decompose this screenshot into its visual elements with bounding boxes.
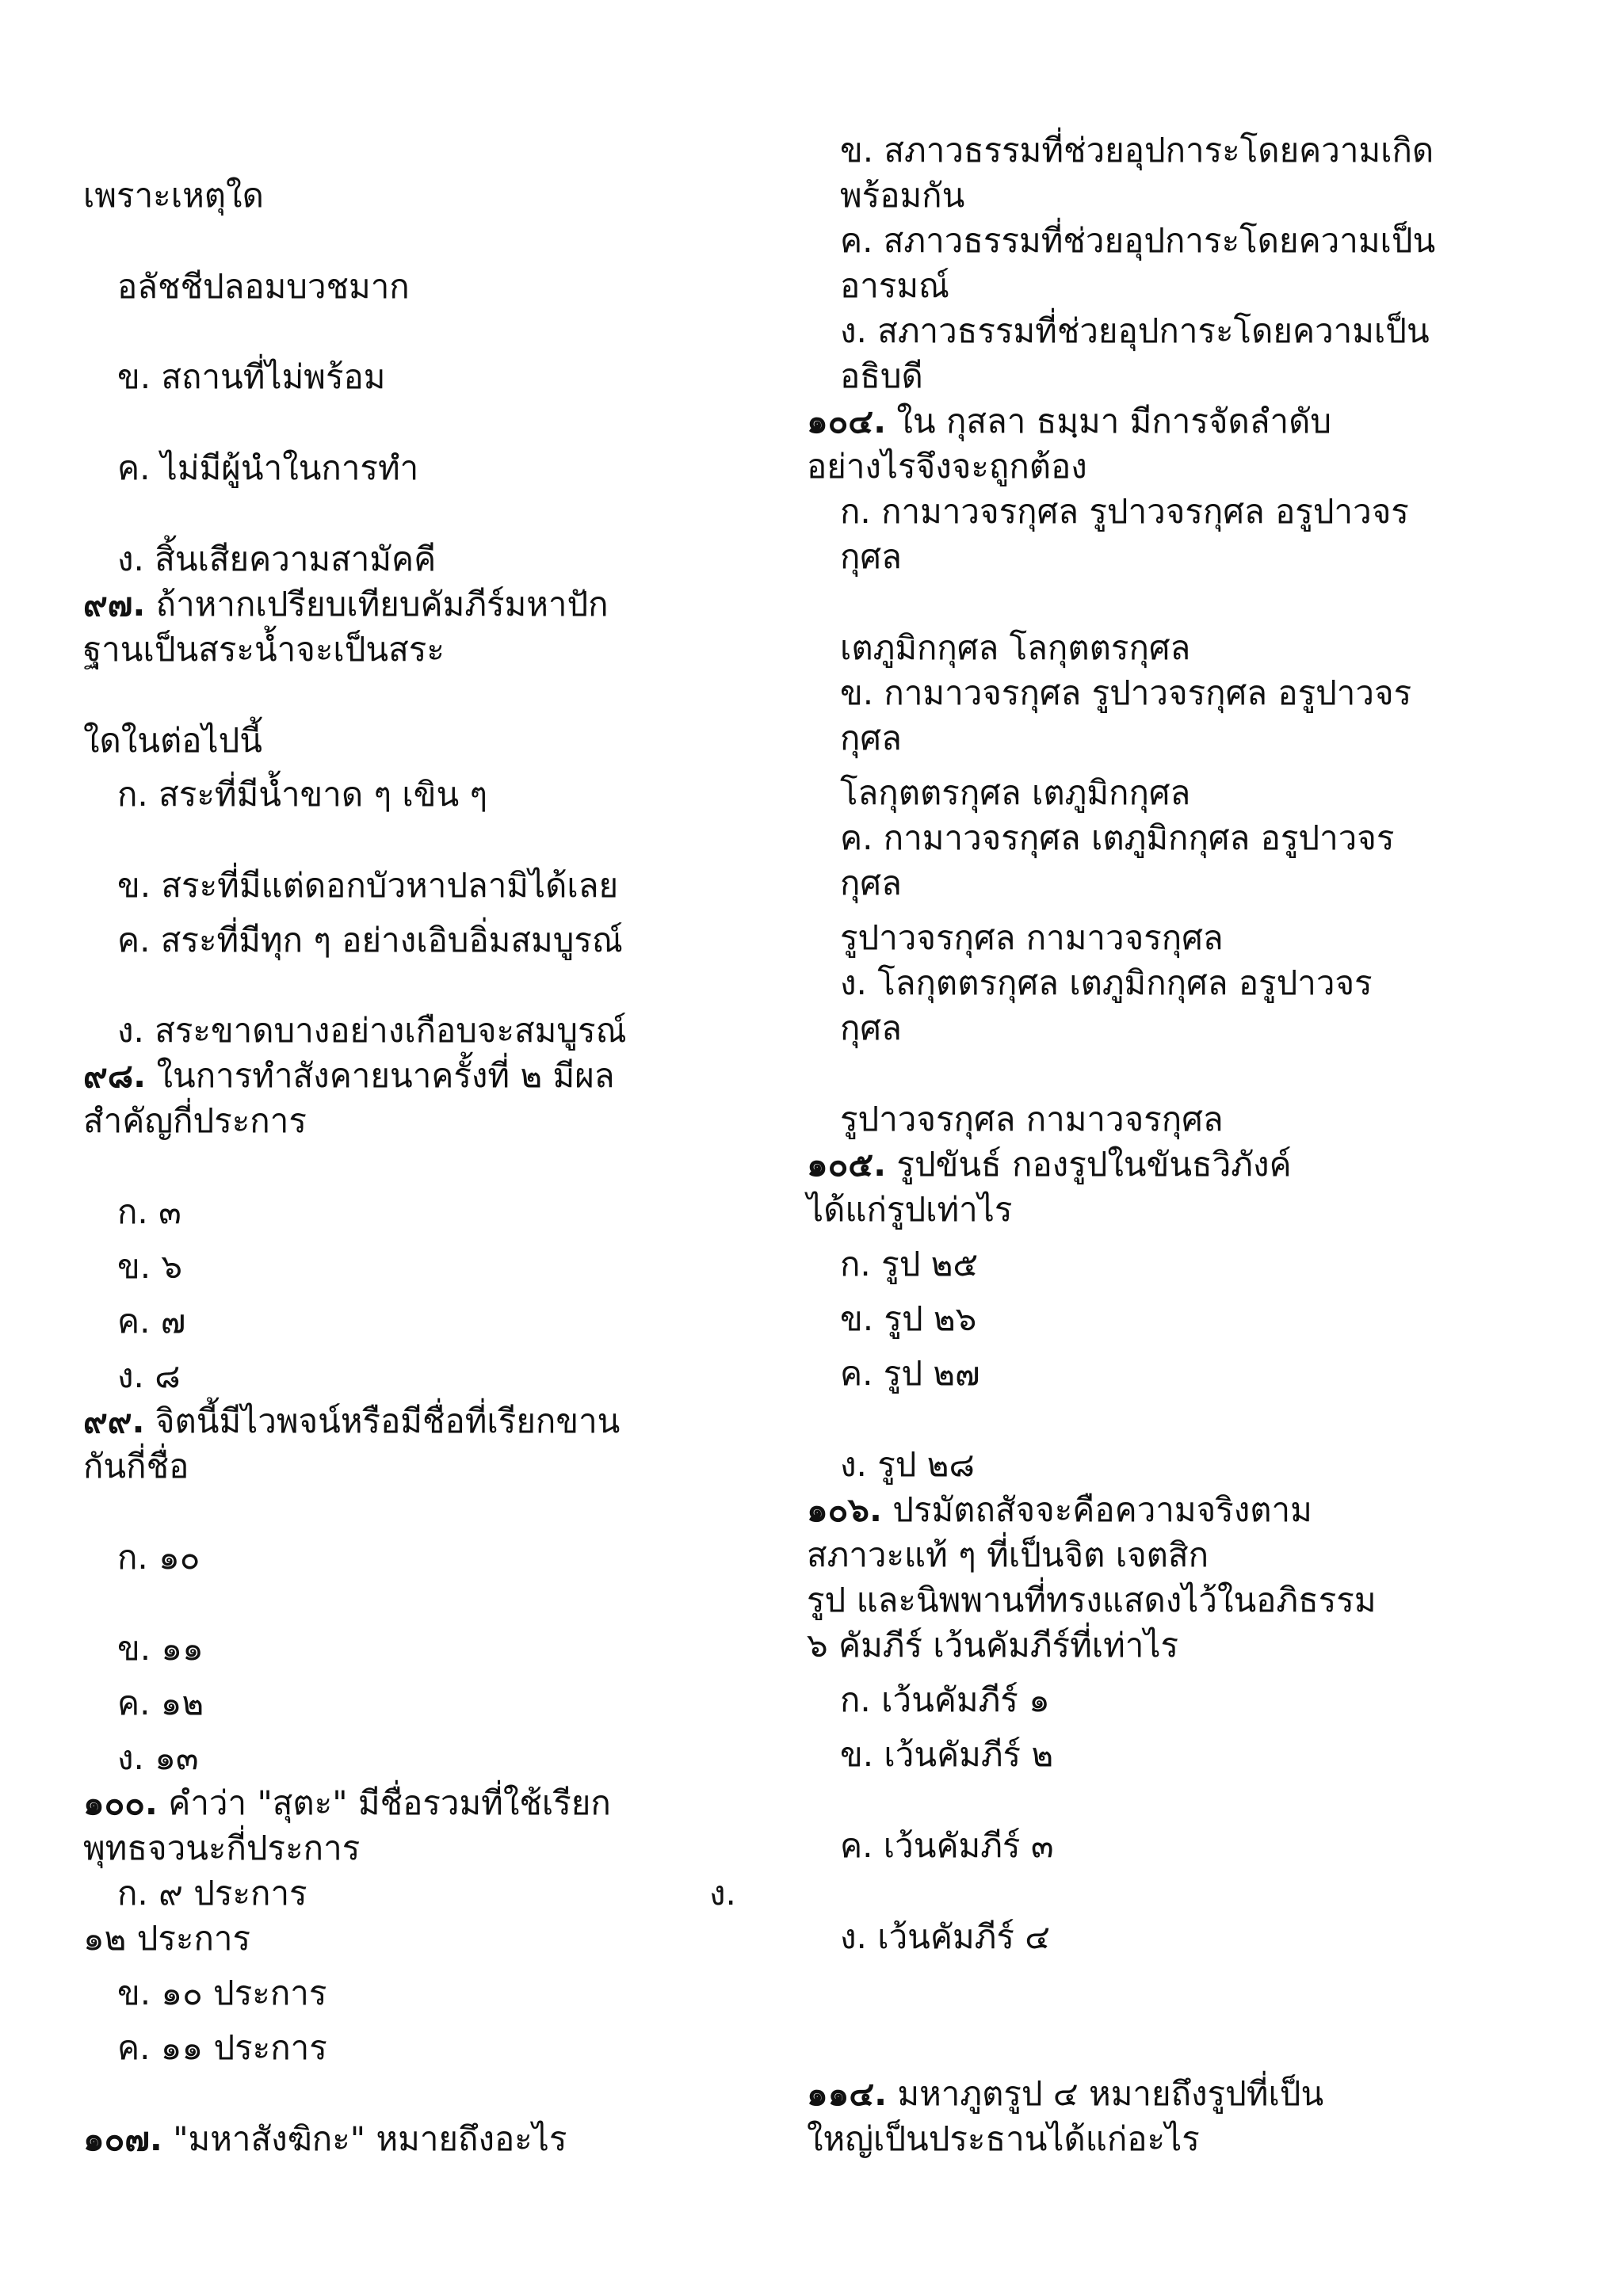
- option-line: ง. ๘: [117, 1356, 181, 1395]
- option-line: ข. ๑๑: [117, 1629, 204, 1668]
- option-line: ข. ๖: [117, 1247, 183, 1286]
- option-line: อลัชชีปลอมบวชมาก: [117, 267, 410, 306]
- option-line: ค. ๑๑ ประการ: [117, 2028, 327, 2067]
- option-line: กุศล: [840, 864, 902, 902]
- question-105: [807, 1145, 1292, 1184]
- option-line: ค. รูป ๒๗: [840, 1354, 980, 1393]
- option-line: ก. ๙ ประการ: [117, 1874, 307, 1913]
- text-line: เพราะเหตุใด: [83, 176, 264, 215]
- question-100: [83, 1783, 611, 1823]
- option-line: ข. ๑๐ ประการ: [117, 1974, 327, 2012]
- option-line: ก. ๓: [117, 1192, 181, 1231]
- option-line: โลกุตตรกุศล เตภูมิกกุศล: [840, 773, 1191, 812]
- question-number: ๙๘.: [83, 1056, 147, 1095]
- question-text: ๖ คัมภีร์ เว้นคัมภีร์ที่เท่าไร: [807, 1626, 1179, 1665]
- option-line: ก. รูป ๒๕: [840, 1245, 979, 1283]
- option-line: กุศล: [840, 537, 902, 576]
- option-line: ค. สระที่มีทุก ๆ อย่างเอิบอิ่มสมบูรณ์: [117, 921, 623, 959]
- option-line: ค. ๑๒: [117, 1684, 204, 1722]
- option-line: ค. ๗: [117, 1302, 186, 1341]
- question-text: ฐานเป็นสระน้ำจะเป็นสระ: [83, 630, 445, 669]
- option-line: ค. สภาวธรรมที่ช่วยอุปการะโดยความเป็น: [840, 221, 1436, 260]
- question-number: ๑๐๕.: [807, 1145, 887, 1184]
- option-line: ง. สระขาดบางอย่างเกือบจะสมบูรณ์: [117, 1011, 627, 1050]
- option-line: ง. โลกุตตรกุศล เตภูมิกกุศล อรูปาวจร: [840, 963, 1373, 1002]
- option-line: กุศล: [840, 719, 902, 757]
- question-99: [83, 1402, 620, 1441]
- question-text: สำคัญกี่ประการ: [83, 1101, 307, 1140]
- question-number: ๑๐๐.: [83, 1783, 158, 1822]
- question-text: ใหญ่เป็นประธานได้แก่อะไร: [807, 2119, 1200, 2158]
- option-line: ง. ๑๓: [117, 1738, 199, 1777]
- option-line: ข. เว้นคัมภีร์ ๒: [840, 1735, 1054, 1774]
- question-text: "มหาสังฆิกะ" หมายถึงอะไร: [173, 2119, 567, 2158]
- option-line: พร้อมกัน: [840, 176, 965, 215]
- option-line: ข. สระที่มีแต่ดอกบัวหาปลามิได้เลย: [117, 866, 619, 905]
- option-line: กุศล: [840, 1009, 902, 1047]
- option-line: ก. เว้นคัมภีร์ ๑: [840, 1680, 1050, 1719]
- question-97: [83, 585, 609, 624]
- question-text: พุทธจวนะกี่ประการ: [83, 1829, 361, 1867]
- option-line: ง. รูป ๒๘: [840, 1445, 975, 1484]
- option-line: ข. สภาวธรรมที่ช่วยอุปการะโดยความเกิด: [840, 131, 1434, 170]
- question-text: กันกี่ชื่อ: [83, 1447, 189, 1486]
- option-line: เตภูมิกกุศล โลกุตตรกุศล: [840, 628, 1191, 667]
- question-text: สภาวะแท้ ๆ ที่เป็นจิต เจตสิก: [807, 1535, 1209, 1574]
- question-number: ๑๐๖.: [807, 1490, 882, 1529]
- question-text: จิตนี้มีไวพจน์หรือมีชื่อที่เรียกขาน: [155, 1402, 621, 1440]
- option-line: ๑๒ ประการ: [83, 1919, 251, 1958]
- question-number: ๑๑๔.: [807, 2074, 888, 2113]
- question-text: ถ้าหากเปรียบเทียบคัมภีร์มหาปัก: [155, 585, 609, 624]
- option-line: ง. เว้นคัมภีร์ ๔: [840, 1917, 1051, 1956]
- question-text: ปรมัตถสัจจะคือความจริงตาม: [892, 1490, 1312, 1529]
- option-line: ข. รูป ๒๖: [840, 1299, 977, 1338]
- option-line: ค. ไม่มีผู้นำในการทำ: [117, 448, 419, 487]
- option-line: อารมณ์: [840, 266, 950, 305]
- question-text: รูปขันธ์ กองรูปในขันธวิภังค์: [896, 1145, 1292, 1184]
- question-104: [807, 402, 1331, 441]
- option-line: รูปาวจรกุศล กามาวจรกุศล: [840, 918, 1224, 957]
- option-line: ค. กามาวจรกุศล เตภูมิกกุศล อรูปาวจร: [840, 818, 1395, 857]
- option-line: ข. กามาวจรกุศล รูปาวจรกุศล อรูปาวจร: [840, 673, 1412, 712]
- question-text: มหาภูตรูป ๔ หมายถึงรูปที่เป็น: [897, 2074, 1324, 2113]
- question-number: ๑๐๔.: [807, 402, 887, 441]
- option-line: ข. สถานที่ไม่พร้อม: [117, 357, 386, 396]
- option-line: ง. สิ้นเสียความสามัคคี: [117, 540, 437, 578]
- option-line: อธิบดี: [840, 357, 923, 395]
- question-98: [83, 1056, 615, 1096]
- question-text: ได้แก่รูปเท่าไร: [807, 1190, 1013, 1229]
- question-text: ใดในต่อไปนี้: [83, 721, 262, 760]
- question-106: [807, 1490, 1312, 1530]
- question-114: [807, 2074, 1323, 2114]
- option-label: ง.: [709, 1874, 736, 1913]
- question-text: อย่างไรจึงจะถูกต้อง: [807, 447, 1087, 486]
- question-text: ในการทำสังคายนาครั้งที่ ๒ มีผล: [156, 1056, 615, 1095]
- question-text: รูป และนิพพานที่ทรงแสดงไว้ในอภิธรรม: [807, 1581, 1377, 1619]
- option-line: ค. เว้นคัมภีร์ ๓: [840, 1826, 1054, 1865]
- option-line: ก. สระที่มีน้ำขาด ๆ เขิน ๆ: [117, 775, 488, 814]
- option-line: รูปาวจรกุศล กามาวจรกุศล: [840, 1100, 1224, 1138]
- question-text: คำว่า "สุตะ" มีชื่อรวมที่ใช้เรียก: [168, 1783, 611, 1822]
- option-line: ก. ๑๐: [117, 1538, 200, 1577]
- question-number: ๑๐๗.: [83, 2119, 162, 2158]
- option-line: ก. กามาวจรกุศล รูปาวจรกุศล อรูปาวจร: [840, 492, 1409, 531]
- option-line: ง. สภาวธรรมที่ช่วยอุปการะโดยความเป็น: [840, 311, 1430, 350]
- question-number: ๙๗.: [83, 585, 146, 624]
- question-number: ๙๙.: [83, 1402, 145, 1440]
- question-text: ใน กุสลา ธมฺมา มีการจัดลำดับ: [896, 402, 1332, 441]
- question-107: [83, 2119, 567, 2159]
